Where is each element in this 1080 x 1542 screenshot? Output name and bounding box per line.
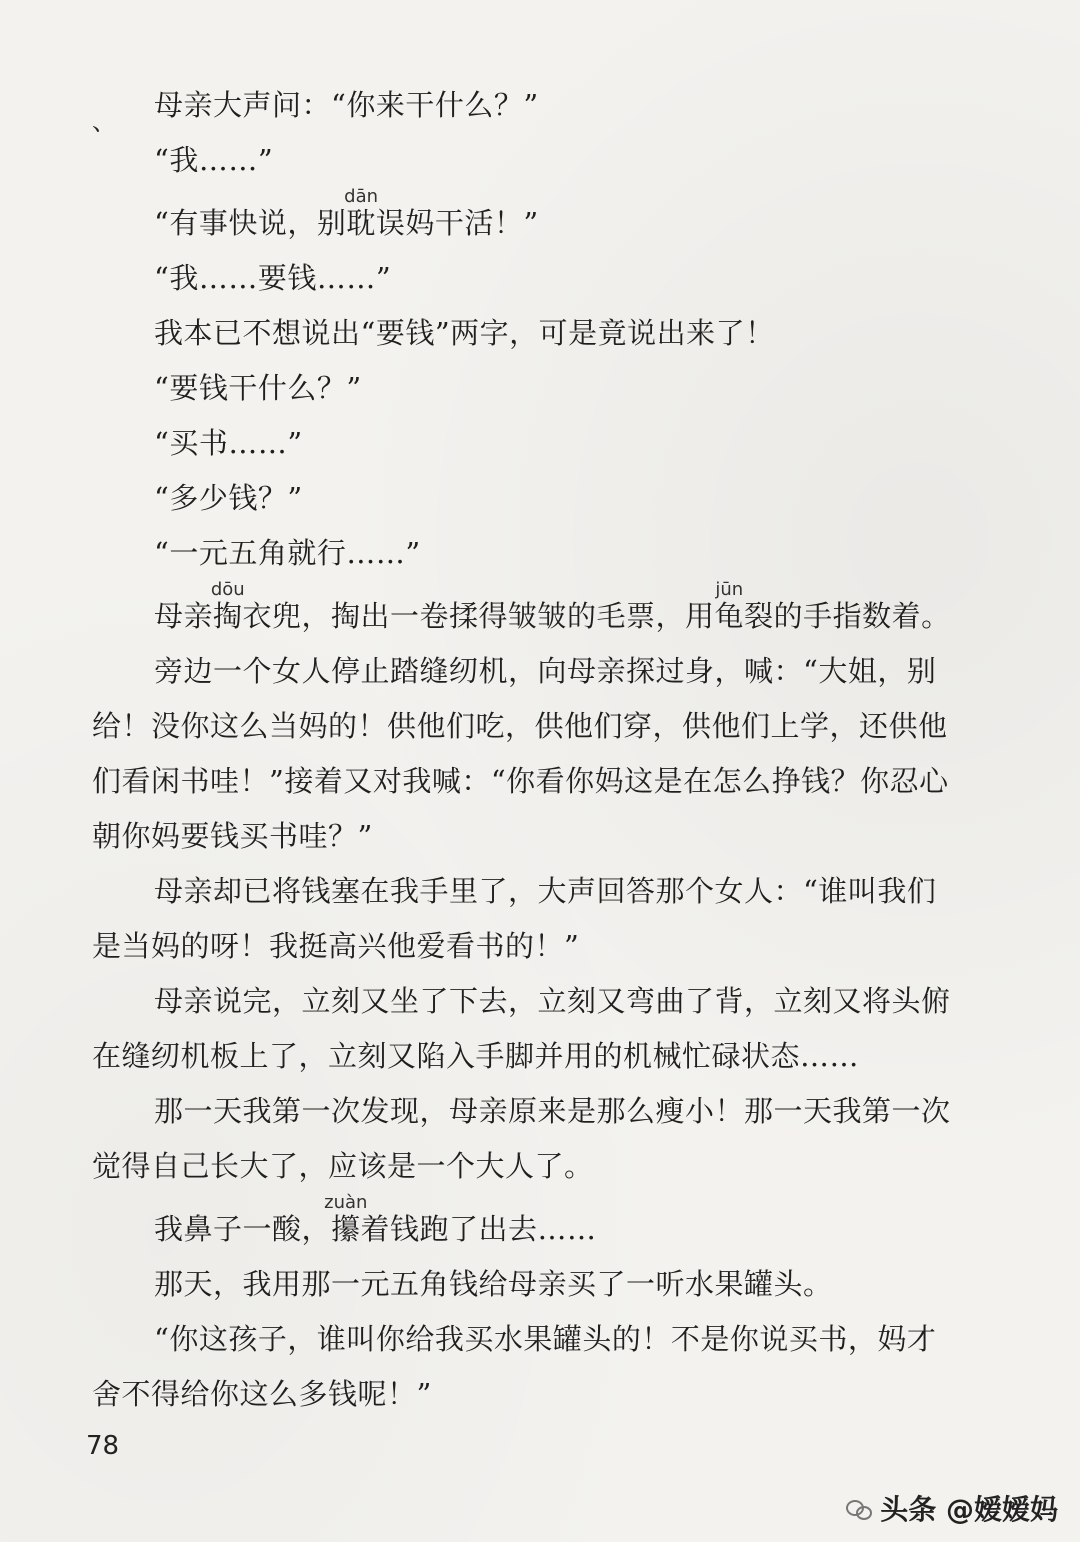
watermark-text: 头条 @嫒嫒妈 — [880, 1493, 1058, 1526]
ruby-jun: 龟jūn — [714, 579, 745, 633]
body-text — [92, 78, 992, 1422]
text-line-14: 朝你妈要钱买书哇？” — [92, 819, 373, 853]
page-number: 78 — [86, 1431, 120, 1461]
text-line-10: 母亲掏dōu衣兜，掏出一卷揉得皱皱的毛票，用龟jūn裂的手指数着。 — [154, 579, 951, 633]
text-line-16: 是当妈的呀！我挺高兴他爱看书的！” — [92, 929, 580, 963]
text-line-7: “买书……” — [154, 426, 303, 460]
text-line-19: 那一天我第一次发现，母亲原来是那么瘦小！那一天我第一次 — [154, 1094, 951, 1128]
text-line-12: 给！没你这么当妈的！供他们吃，供他们穿，供他们上学，还供他 — [92, 709, 948, 743]
text-line-13: 们看闲书哇！”接着又对我喊：“你看你妈这是在怎么挣钱？你忍心 — [92, 764, 949, 798]
ruby-dan: 耽dān — [344, 186, 379, 240]
text-line-1: 母亲大声问：“你来干什么？” — [154, 88, 539, 122]
text-line-5: 我本已不想说出“要钱”两字，可是竟说出来了！ — [154, 316, 775, 350]
margin-tick-mark: 、 — [92, 108, 116, 136]
text-line-18: 在缝纫机板上了，立刻又陷入手脚并用的机械忙碌状态…… — [92, 1039, 860, 1073]
text-line-20: 觉得自己长大了，应该是一个大人了。 — [92, 1149, 594, 1183]
text-line-11: 旁边一个女人停止踏缝纫机，向母亲探过身，喊：“大姐，别 — [154, 654, 937, 688]
text-line-8: “多少钱？” — [154, 481, 303, 515]
watermark — [846, 1488, 1058, 1528]
ruby-zuan: 攥zuàn — [324, 1192, 368, 1246]
text-line-3: “有事快说，别耽dān误妈干活！” — [154, 186, 539, 240]
text-line-15: 母亲却已将钱塞在我手里了，大声回答那个女人：“谁叫我们 — [154, 874, 937, 908]
text-line-23: “你这孩子，谁叫你给我买水果罐头的！不是你说买书，妈才 — [154, 1322, 937, 1356]
text-line-24: 舍不得给你这么多钱呢！” — [92, 1377, 432, 1411]
text-line-4: “我……要钱……” — [154, 261, 392, 295]
ruby-dou: 掏dōu — [210, 579, 245, 633]
text-line-6: “要钱干什么？” — [154, 371, 362, 405]
text-line-2: “我……” — [154, 143, 274, 177]
text-line-21: 我鼻子一酸，攥zuàn着钱跑了出去…… — [154, 1192, 597, 1246]
text-line-9: “一元五角就行……” — [154, 536, 421, 570]
chat-bubbles-icon — [846, 1498, 872, 1518]
text-line-17: 母亲说完，立刻又坐了下去，立刻又弯曲了背，立刻又将头俯 — [154, 984, 951, 1018]
text-line-22: 那天，我用那一元五角钱给母亲买了一听水果罐头。 — [154, 1267, 833, 1301]
